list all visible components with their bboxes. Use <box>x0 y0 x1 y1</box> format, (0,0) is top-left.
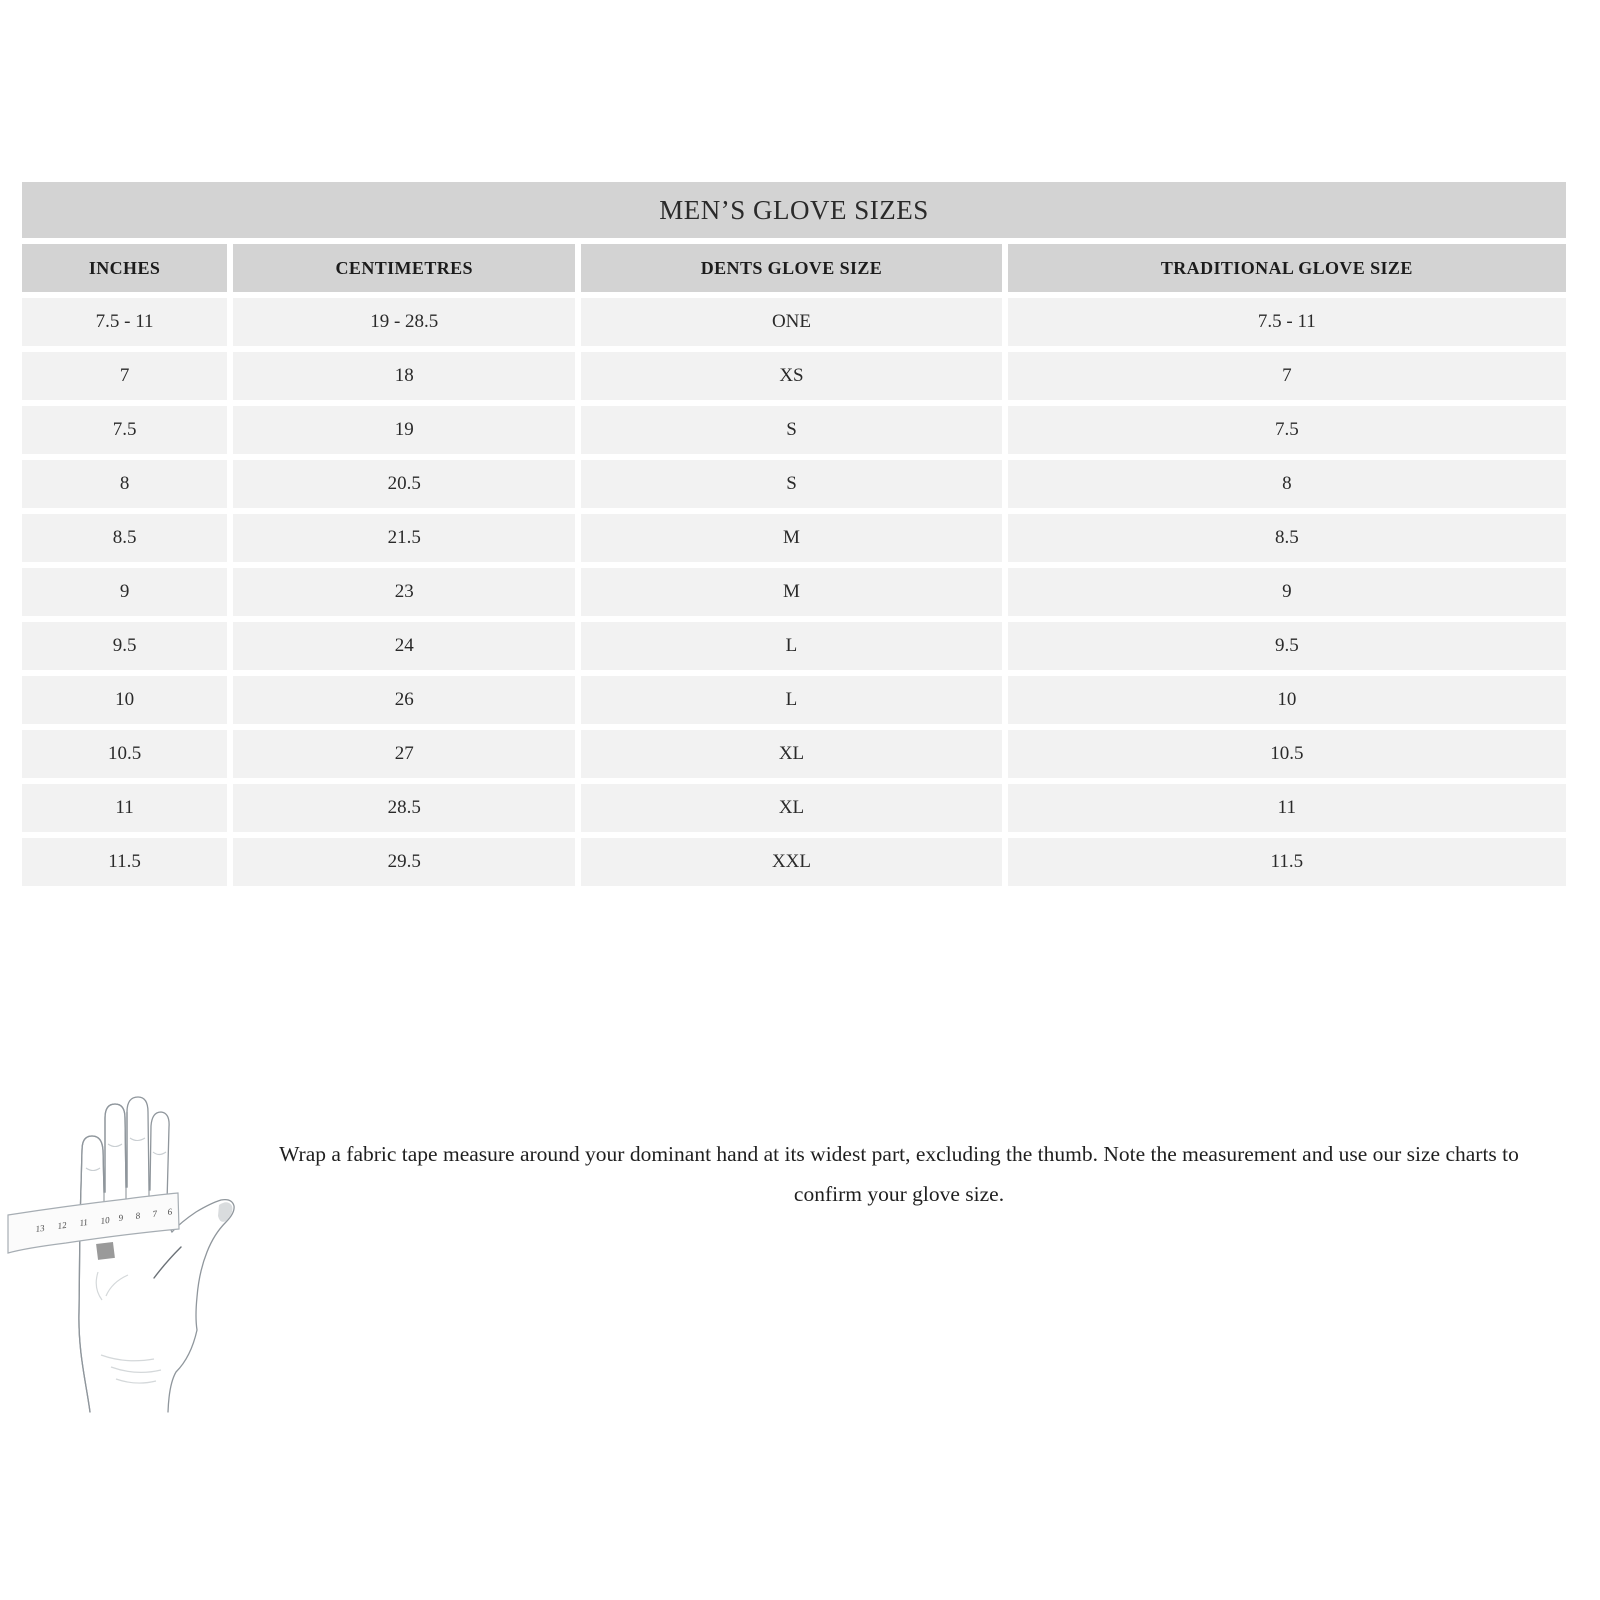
header-cell-1: CENTIMETRES <box>233 244 575 292</box>
table-cell-r1-c0: 7 <box>22 352 227 400</box>
table-cell-r6-c3: 9.5 <box>1008 622 1566 670</box>
table-cell-r0-c3: 7.5 - 11 <box>1008 298 1566 346</box>
table-cell-r8-c1: 27 <box>233 730 575 778</box>
table-cell-r2-c1: 19 <box>233 406 575 454</box>
tape-marker <box>96 1242 115 1260</box>
hand-with-tape-measure-icon <box>6 1072 238 1417</box>
table-cell-r1-c3: 7 <box>1008 352 1566 400</box>
table-cell-r8-c3: 10.5 <box>1008 730 1566 778</box>
size-chart-table <box>22 182 1566 886</box>
table-cell-r7-c2: L <box>581 676 1001 724</box>
tape-number-13: 13 <box>34 1222 46 1234</box>
table-title: MEN’S GLOVE SIZES <box>22 182 1566 238</box>
table-cell-r9-c2: XL <box>581 784 1001 832</box>
header-cell-3: TRADITIONAL GLOVE SIZE <box>1008 244 1566 292</box>
size-table-grid <box>22 244 1566 886</box>
tape-number-12: 12 <box>56 1219 68 1231</box>
measurement-section <box>0 1072 1600 1422</box>
table-cell-r2-c3: 7.5 <box>1008 406 1566 454</box>
table-cell-r4-c0: 8.5 <box>22 514 227 562</box>
table-cell-r2-c2: S <box>581 406 1001 454</box>
table-cell-r1-c2: XS <box>581 352 1001 400</box>
table-cell-r3-c3: 8 <box>1008 460 1566 508</box>
table-cell-r3-c0: 8 <box>22 460 227 508</box>
tape-number-6: 6 <box>166 1206 173 1217</box>
table-cell-r10-c1: 29.5 <box>233 838 575 886</box>
table-cell-r9-c3: 11 <box>1008 784 1566 832</box>
table-cell-r5-c2: M <box>581 568 1001 616</box>
header-cell-0: INCHES <box>22 244 227 292</box>
table-cell-r8-c2: XL <box>581 730 1001 778</box>
table-cell-r3-c1: 20.5 <box>233 460 575 508</box>
tape-number-8: 8 <box>134 1210 141 1221</box>
tape-number-7: 7 <box>151 1208 158 1219</box>
table-cell-r5-c0: 9 <box>22 568 227 616</box>
table-cell-r10-c3: 11.5 <box>1008 838 1566 886</box>
table-cell-r2-c0: 7.5 <box>22 406 227 454</box>
table-cell-r10-c0: 11.5 <box>22 838 227 886</box>
table-cell-r6-c1: 24 <box>233 622 575 670</box>
table-cell-r0-c0: 7.5 - 11 <box>22 298 227 346</box>
table-cell-r0-c1: 19 - 28.5 <box>233 298 575 346</box>
table-cell-r5-c3: 9 <box>1008 568 1566 616</box>
table-cell-r1-c1: 18 <box>233 352 575 400</box>
measurement-instructions: Wrap a fabric tape measure around your dominant hand at its widest part, excluding the thumb. Note the measurement and use our size charts to confirm your glove size. <box>279 1142 1519 1206</box>
table-cell-r7-c3: 10 <box>1008 676 1566 724</box>
tape-number-10: 10 <box>99 1214 111 1226</box>
table-cell-r4-c3: 8.5 <box>1008 514 1566 562</box>
table-cell-r7-c0: 10 <box>22 676 227 724</box>
table-cell-r6-c2: L <box>581 622 1001 670</box>
header-cell-2: DENTS GLOVE SIZE <box>581 244 1001 292</box>
tape-number-9: 9 <box>117 1212 124 1223</box>
table-cell-r8-c0: 10.5 <box>22 730 227 778</box>
table-cell-r5-c1: 23 <box>233 568 575 616</box>
hand-measurement-illustration <box>6 1072 238 1422</box>
table-cell-r4-c1: 21.5 <box>233 514 575 562</box>
tape-number-11: 11 <box>78 1216 89 1228</box>
table-cell-r3-c2: S <box>581 460 1001 508</box>
table-cell-r6-c0: 9.5 <box>22 622 227 670</box>
table-cell-r7-c1: 26 <box>233 676 575 724</box>
table-cell-r9-c0: 11 <box>22 784 227 832</box>
table-cell-r0-c2: ONE <box>581 298 1001 346</box>
table-cell-r10-c2: XXL <box>581 838 1001 886</box>
table-cell-r9-c1: 28.5 <box>233 784 575 832</box>
table-cell-r4-c2: M <box>581 514 1001 562</box>
